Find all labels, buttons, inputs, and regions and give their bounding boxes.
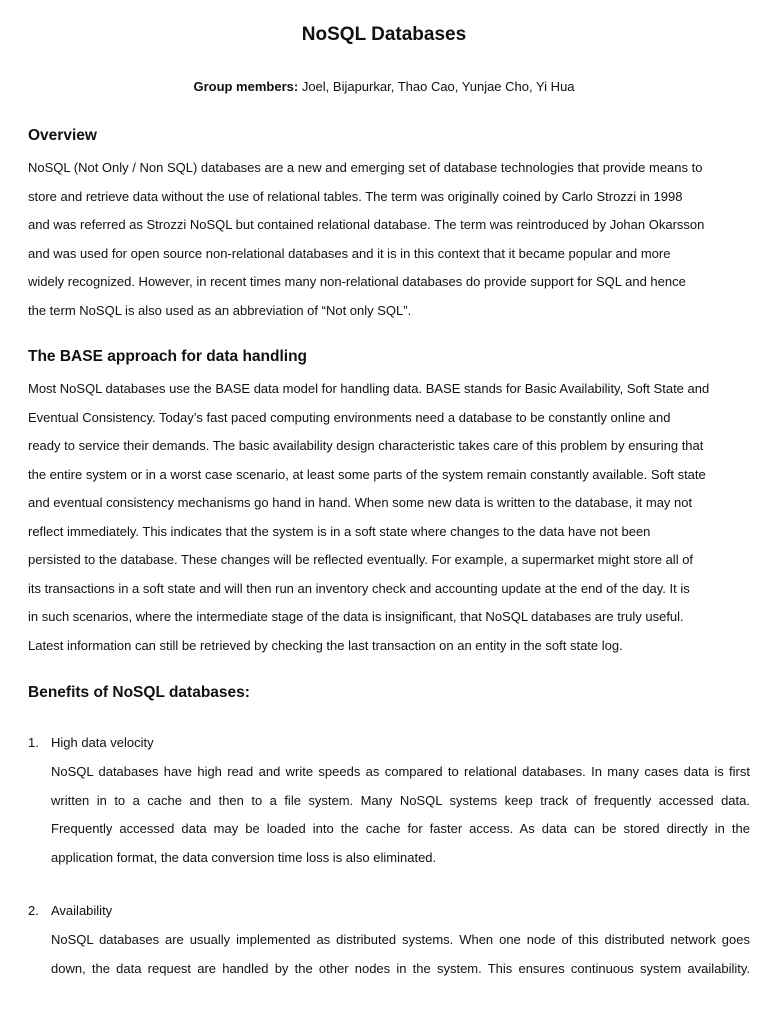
paragraph-line: NoSQL (Not Only / Non SQL) databases are a new and emerging set of database technologies that provide means to <box>28 160 703 175</box>
benefit-title: High data velocity <box>51 735 154 750</box>
group-members-line <box>0 79 768 94</box>
paragraph-line: reflect immediately. This indicates that the system is in a soft state where changes to the data have not been <box>28 523 651 539</box>
paragraph-line: Frequently accessed data may be loaded into the cache for faster access. As data can be stored directly in the <box>51 821 750 836</box>
paragraph-line: down, the data request are handled by the other nodes in the system. This ensures continuous system availability. <box>51 960 750 976</box>
paragraph-line: NoSQL databases are usually implemented as distributed systems. When one node of this distributed network goes <box>51 932 750 947</box>
benefit-item-body <box>51 926 750 983</box>
paragraph-line: in such scenarios, where the intermediate stage of the data is insignificant, that NoSQL databases are truly useful. <box>28 609 684 624</box>
paragraph-line: the term NoSQL is also used as an abbreviation of “Not only SQL”. <box>28 302 412 318</box>
paragraph-line: store and retrieve data without the use of relational tables. The term was originally coined by Carlo Strozzi in 1998 <box>28 188 683 204</box>
document-title: NoSQL Databases <box>301 24 467 45</box>
benefit-title: Availability <box>51 903 113 918</box>
paragraph-line: application format, the data conversion time loss is also eliminated. <box>51 849 437 865</box>
list-number: 1. <box>28 735 39 750</box>
base-heading: The BASE approach for data handling <box>28 348 308 365</box>
overview-heading: Overview <box>28 127 97 144</box>
base-paragraph <box>28 375 748 660</box>
overview-paragraph <box>28 154 748 325</box>
paragraph-line: and eventual consistency mechanisms go hand in hand. When some new data is written to the database, it may not <box>28 495 693 510</box>
paragraph-line: ready to service their demands. The basic availability design characteristic takes care of this problem by ensuring that <box>28 438 704 453</box>
paragraph-line: the entire system or in a worst case scenario, at least some parts of the system remain constantly available. Soft state <box>28 466 706 482</box>
paragraph-line: and was used for open source non-relational databases and it is in this context that it became popular and more <box>28 245 671 261</box>
benefit-item-label <box>28 903 112 918</box>
paragraph-line: Latest information can still be retrieved by checking the last transaction on an entity in the soft state log. <box>28 637 623 653</box>
paragraph-line: persisted to the database. These changes will be reflected eventually. For example, a supermarket might store all of <box>28 552 694 567</box>
paragraph-line: Most NoSQL databases use the BASE data model for handling data. BASE stands for Basic Availability, Soft State and <box>28 381 710 396</box>
group-members-names: Joel, Bijapurkar, Thao Cao, Yunjae Cho, Yi Hua <box>301 79 575 94</box>
benefit-item-body <box>51 758 750 872</box>
paragraph-line: and was referred as Strozzi NoSQL but contained relational database. The term was reintroduced by Johan Okarsson <box>28 217 705 232</box>
paragraph-line: written in to a cache and then to a file system. Many NoSQL systems keep track of frequently accessed data. <box>51 792 750 808</box>
paragraph-line: its transactions in a soft state and will then run an inventory check and accounting update at the end of the day. It is <box>28 580 690 596</box>
benefits-heading: Benefits of NoSQL databases: <box>28 684 250 701</box>
benefit-item-label <box>28 735 154 750</box>
paragraph-line: Eventual Consistency. Today’s fast paced computing environments need a database to be constantly online and <box>28 409 671 425</box>
list-number: 2. <box>28 903 39 918</box>
paragraph-line: NoSQL databases have high read and write speeds as compared to relational databases. In many cases data is first <box>51 764 750 779</box>
paragraph-line: widely recognized. However, in recent times many non-relational databases do provide support for SQL and hence <box>28 274 686 289</box>
group-members-label: Group members: <box>193 79 299 94</box>
